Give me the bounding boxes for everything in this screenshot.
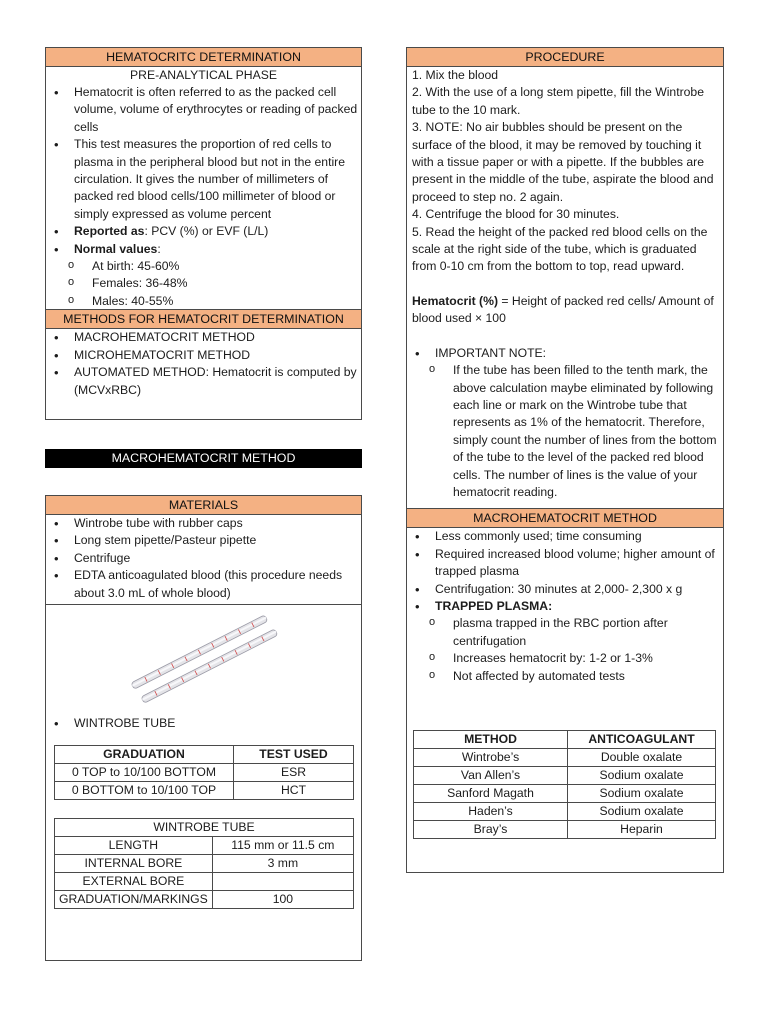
procedure-step: 3. NOTE: No air bubbles should be present on the surface of the blood, it may be removed by touching it with a tissue paper or with a pipette. If the bubbles are present in the middle of the tube, aspirate the blood and proceed to step no. 2 again. xyxy=(412,120,714,204)
list-item xyxy=(46,241,361,311)
table-row xyxy=(414,767,716,785)
table-cell: HCT xyxy=(234,782,354,800)
table-cell: Haden’s xyxy=(414,803,568,821)
reported-as-value: : PCV (%) or EVF (L/L) xyxy=(144,224,269,239)
important-note-list xyxy=(407,345,723,509)
table-title-row xyxy=(55,819,354,837)
table-cell: Sanford Magath xyxy=(414,785,568,803)
table-row xyxy=(414,803,716,821)
table-cell: 0 BOTTOM to 10/100 TOP xyxy=(55,782,234,800)
macrohematocrit-bullets xyxy=(407,528,723,685)
list-item: o plasma trapped in the RBC portion after centrifugation xyxy=(407,615,723,650)
normal-values-label: Normal values xyxy=(74,241,158,256)
table-header-row xyxy=(55,746,354,764)
list-item: o Not affected by automated tests xyxy=(407,668,723,685)
list-item: • Hematocrit is often referred to as the packed cell volume, volume of erythrocytes or reading of packed cells xyxy=(46,84,361,136)
table-cell: Heparin xyxy=(568,821,716,839)
important-note-sublist xyxy=(407,362,723,501)
wintrobe-tube-image xyxy=(46,605,363,715)
table-row xyxy=(55,764,354,782)
materials-header: MATERIALS xyxy=(46,496,361,515)
table-cell: GRADUATION/MARKINGS xyxy=(55,891,213,909)
table-cell: LENGTH xyxy=(55,837,213,855)
methods-header: METHODS FOR HEMATOCRIT DETERMINATION xyxy=(46,309,361,329)
graduation-table xyxy=(54,745,354,800)
important-note-label: IMPORTANT NOTE: xyxy=(435,345,547,360)
procedure-step: 4. Centrifuge the blood for 30 minutes. xyxy=(412,207,620,222)
list-item: • Wintrobe tube with rubber caps xyxy=(46,515,361,532)
table-cell: EXTERNAL BORE xyxy=(55,873,213,891)
list-item: o At birth: 45-60% xyxy=(46,258,361,275)
hematocrit-formula xyxy=(407,293,723,328)
list-item: o Increases hematocrit by: 1-2 or 1-3% xyxy=(407,650,723,667)
table-row xyxy=(55,873,354,891)
list-item: o Females: 36-48% xyxy=(46,275,361,292)
table-row xyxy=(414,749,716,767)
list-item: • Long stem pipette/Pasteur pipette xyxy=(46,532,361,549)
important-note-text: o If the tube has been filled to the tenth mark, the above calculation maybe eliminated by following each line or mark on the Wintrobe tube that represents as 1% of the hematocrit. Therefore, simply count the number of lines from the bottom of the tube to the level of the packed red blood cells. The number of lines is the value of your hematocrit reading. xyxy=(407,362,723,501)
table-header-cell: GRADUATION xyxy=(55,746,234,764)
table-header-cell: TEST USED xyxy=(234,746,354,764)
list-item: • Required increased blood volume; higher amount of trapped plasma xyxy=(407,546,723,581)
anticoagulant-table xyxy=(413,730,716,839)
list-item: • AUTOMATED METHOD: Hematocrit is computed by (MCVxRBC) xyxy=(46,364,361,399)
reported-as-label: Reported as xyxy=(74,224,145,239)
table-header-row xyxy=(414,731,716,749)
table-cell: Double oxalate xyxy=(568,749,716,767)
hematocrit-bullet-list xyxy=(46,84,361,310)
table-row xyxy=(414,821,716,839)
list-item: • Less commonly used; time consuming xyxy=(407,528,723,545)
table-cell: Sodium oxalate xyxy=(568,803,716,821)
trapped-plasma-list xyxy=(407,615,723,685)
list-item xyxy=(407,345,723,502)
trapped-plasma-label: TRAPPED PLASMA: xyxy=(435,598,553,613)
image-caption-list xyxy=(46,715,361,732)
table-cell: 100 xyxy=(212,891,353,909)
list-item xyxy=(46,223,361,240)
procedure-step: 2. With the use of a long stem pipette, fill the Wintrobe tube to the 10 mark. xyxy=(412,85,704,117)
table-cell: Wintrobe’s xyxy=(414,749,568,767)
list-item: • MICROHEMATOCRIT METHOD xyxy=(46,347,361,364)
list-item: • EDTA anticoagulated blood (this procedure needs about 3.0 mL of whole blood) xyxy=(46,567,361,602)
pre-analytical-subheader: PRE-ANALYTICAL PHASE xyxy=(130,68,277,82)
list-item: • MACROHEMATOCRIT METHOD xyxy=(46,329,361,346)
formula-label: Hematocrit (%) xyxy=(412,293,499,308)
procedure-steps xyxy=(407,67,723,345)
table-cell xyxy=(212,873,353,891)
procedure-step: 5. Read the height of the packed red blood cells on the scale at the right side of the tube, which is graduated from 0-10 cm from the bottom to top, read upward. xyxy=(412,224,708,274)
table-cell: 3 mm xyxy=(212,855,353,873)
wintrobe-tube-table xyxy=(54,818,354,909)
hematocrit-header: HEMATOCRITC DETERMINATION xyxy=(46,48,361,67)
macrohematocrit-title-bar: MACROHEMATOCRIT METHOD xyxy=(45,449,362,468)
macrohematocrit-method-header: MACROHEMATOCRIT METHOD xyxy=(407,508,723,528)
procedure-step: 1. Mix the blood xyxy=(412,68,499,82)
table-cell: ESR xyxy=(234,764,354,782)
table-cell: 0 TOP to 10/100 BOTTOM xyxy=(55,764,234,782)
table-row xyxy=(414,785,716,803)
normal-values-list xyxy=(46,258,361,310)
table-cell: Sodium oxalate xyxy=(568,785,716,803)
wintrobe-tube-caption: • WINTROBE TUBE xyxy=(46,715,361,732)
procedure-header: PROCEDURE xyxy=(407,48,723,67)
table-cell: Van Allen’s xyxy=(414,767,568,785)
table-header-cell: METHOD xyxy=(414,731,568,749)
table-cell: Bray’s xyxy=(414,821,568,839)
table-cell: INTERNAL BORE xyxy=(55,855,213,873)
list-item: • Centrifuge xyxy=(46,550,361,567)
methods-list xyxy=(46,329,361,399)
table-cell: Sodium oxalate xyxy=(568,767,716,785)
formula-text: = Height of packed red cells/ Amount of blood used × 100 xyxy=(412,293,714,326)
materials-list xyxy=(46,515,361,605)
table-row xyxy=(55,837,354,855)
list-item: • This test measures the proportion of red cells to plasma in the peripheral blood but not in the entire circulation. It gives the number of millimeters of packed red blood cells/100 millimeter of blood or simply expressed as volume percent xyxy=(46,136,361,223)
table-row xyxy=(55,782,354,800)
list-item xyxy=(407,598,723,685)
list-item: o Males: 40-55% xyxy=(46,293,361,310)
normal-values-colon: : xyxy=(157,241,161,256)
table-row xyxy=(55,891,354,909)
table-row xyxy=(55,855,354,873)
list-item: • Centrifugation: 30 minutes at 2,000- 2,300 x g xyxy=(407,581,723,598)
table-header-cell: ANTICOAGULANT xyxy=(568,731,716,749)
table-title: WINTROBE TUBE xyxy=(55,819,354,837)
table-cell: 115 mm or 11.5 cm xyxy=(212,837,353,855)
hematocrit-determination-box xyxy=(45,47,362,420)
